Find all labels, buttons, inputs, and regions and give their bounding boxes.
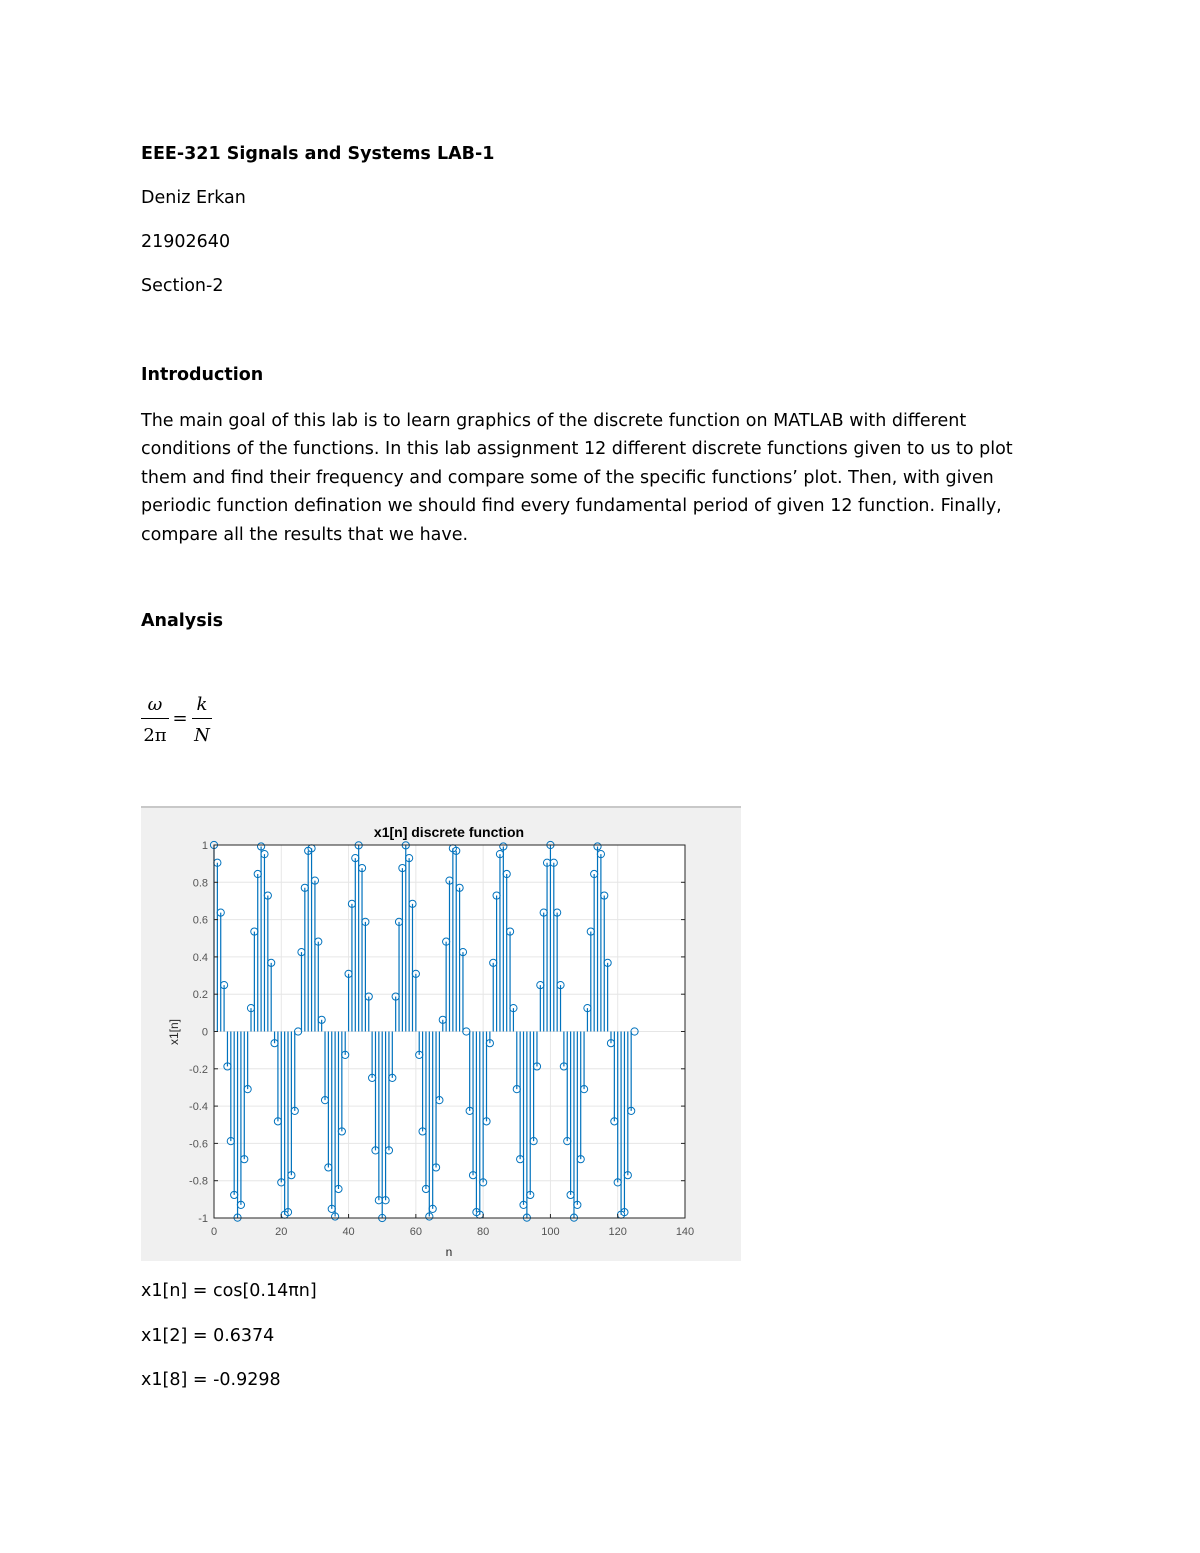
section-label: Section-2 — [141, 276, 224, 296]
matlab-figure — [141, 806, 741, 1261]
x-axis-label: n — [445, 1245, 453, 1259]
equation-x1-at-2: x1[2] = 0.6374 — [141, 1326, 275, 1346]
x-tick-label: 60 — [409, 1226, 422, 1238]
y-tick-label: 0.4 — [192, 951, 208, 964]
y-tick-label: 1 — [201, 840, 208, 852]
y-tick-label: -1 — [198, 1213, 208, 1225]
x-tick-label: 40 — [342, 1226, 355, 1238]
equation-x1-definition: x1[n] = cos[0.14πn] — [141, 1281, 317, 1301]
author-name: Deniz Erkan — [141, 188, 246, 208]
chart-title: x1[n] discrete function — [373, 824, 525, 840]
x-tick-label: 0 — [210, 1226, 218, 1238]
x-tick-label: 100 — [541, 1226, 560, 1238]
y-tick-label: -0.2 — [189, 1063, 208, 1076]
y-tick-label: -0.8 — [189, 1175, 208, 1188]
y-tick-label: -0.6 — [189, 1138, 208, 1151]
x-tick-label: 140 — [675, 1226, 695, 1238]
introduction-paragraph: The main goal of this lab is to learn graphics of the discrete function on MATLAB with different conditions of the functions. In this lab assignment 12 different discrete functions given to us to plot them and find their frequency and compare some of the specific functions’ plot. Then, with given periodic function defination we should find every fundamental period of given 12 function. Finally, compare all the results that we have. — [141, 411, 1013, 545]
y-tick-label: -0.4 — [189, 1101, 208, 1114]
formula-fraction-bar-right — [192, 718, 212, 719]
x-tick-label: 20 — [275, 1226, 288, 1238]
document-title: EEE-321 Signals and Systems LAB-1 — [141, 144, 495, 164]
y-axis-label: x1[n] — [167, 1018, 181, 1046]
y-tick-label: 0 — [201, 1026, 208, 1039]
y-tick-label: 0.6 — [192, 914, 208, 927]
x-tick-label: 120 — [608, 1226, 627, 1238]
formula-denominator-right: N — [194, 725, 210, 746]
x-tick-label: 80 — [477, 1226, 490, 1238]
formula-denominator-left: 2π — [143, 725, 167, 746]
equation-x1-at-8: x1[8] = -0.9298 — [141, 1370, 281, 1390]
formula-numerator-left: ω — [147, 694, 163, 715]
y-tick-label: 0.2 — [192, 989, 208, 1002]
y-tick-label: 0.8 — [192, 877, 208, 890]
formula-fraction-bar-left — [141, 718, 169, 719]
formula-numerator-right: k — [196, 694, 208, 715]
analysis-heading: Analysis — [141, 611, 224, 631]
student-id: 21902640 — [141, 232, 231, 252]
formula-equals: = — [172, 708, 188, 729]
introduction-heading: Introduction — [141, 365, 264, 385]
